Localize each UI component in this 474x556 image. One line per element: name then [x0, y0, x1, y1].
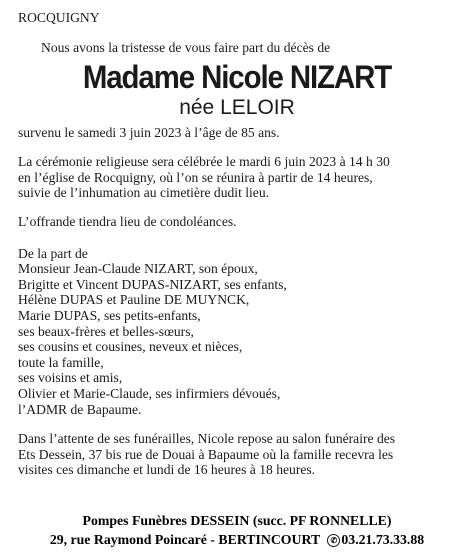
family-line: Hélène DUPAS et Pauline DE MUYNCK, [18, 292, 250, 308]
family-line: l’ADMR de Bapaume. [18, 401, 142, 417]
family-line: Olivier et Marie-Claude, ses infirmiers dévoués, [18, 385, 281, 401]
funeral-info-line: Ets Dessein, 37 bis rue de Douai à Bapaume où la famille recevra les [18, 446, 394, 462]
family-line: ses voisins et amis, [18, 370, 123, 386]
family-list [18, 246, 456, 418]
funeral-home-contact [0, 531, 474, 549]
funeral-info-paragraph [18, 431, 456, 478]
funeral-home-address: 29, rue Raymond Poincaré - BERTINCOURT [49, 532, 320, 547]
family-line: ses cousins et cousines, neveux et nièces, [18, 339, 243, 355]
family-line: Monsieur Jean-Claude NIZART, son époux, [18, 261, 258, 277]
ceremony-paragraph [18, 154, 456, 201]
offering-text: L’offrande tiendra lieu de condoléances. [18, 213, 237, 229]
funeral-info-line: visites ces dimanche et lundi de 16 heures à 18 heures. [18, 462, 316, 478]
maiden-name: née LELOIR [179, 95, 295, 119]
ceremony-line: La cérémonie religieuse sera célébrée le mardi 6 juin 2023 à 14 h 30 [18, 154, 390, 170]
ceremony-line: en l’église de Rocquigny, où l’on se réunira à partir de 14 heures, [18, 169, 373, 185]
funeral-home-phone: 03.21.73.33.88 [341, 532, 425, 547]
intro-text: Nous avons la tristesse de vous faire part du décès de [41, 40, 331, 55]
family-line: De la part de [18, 245, 88, 261]
location: ROCQUIGNY [18, 10, 100, 25]
family-line: Marie DUPAS, ses petits-enfants, [18, 307, 201, 323]
deceased-name: Madame Nicole NIZART [82, 58, 392, 95]
funeral-info-line: Dans l’attente de ses funérailles, Nicole repose au salon funéraire des [18, 431, 396, 447]
ceremony-line: suivie de l’inhumation au cimetière dudit lieu. [18, 185, 270, 201]
family-line: Brigitte et Vincent DUPAS-NIZART, ses enfants, [18, 276, 287, 292]
death-notice: survenu le samedi 3 juin 2023 à l’âge de 85 ans. [18, 124, 280, 140]
phone-icon: ✆ [327, 534, 340, 547]
family-line: ses beaux-frères et belles-sœurs, [18, 323, 194, 339]
family-line: toute la famille, [18, 354, 104, 370]
funeral-home-name: Pompes Funèbres DESSEIN (succ. PF RONNELLE) [82, 513, 392, 528]
